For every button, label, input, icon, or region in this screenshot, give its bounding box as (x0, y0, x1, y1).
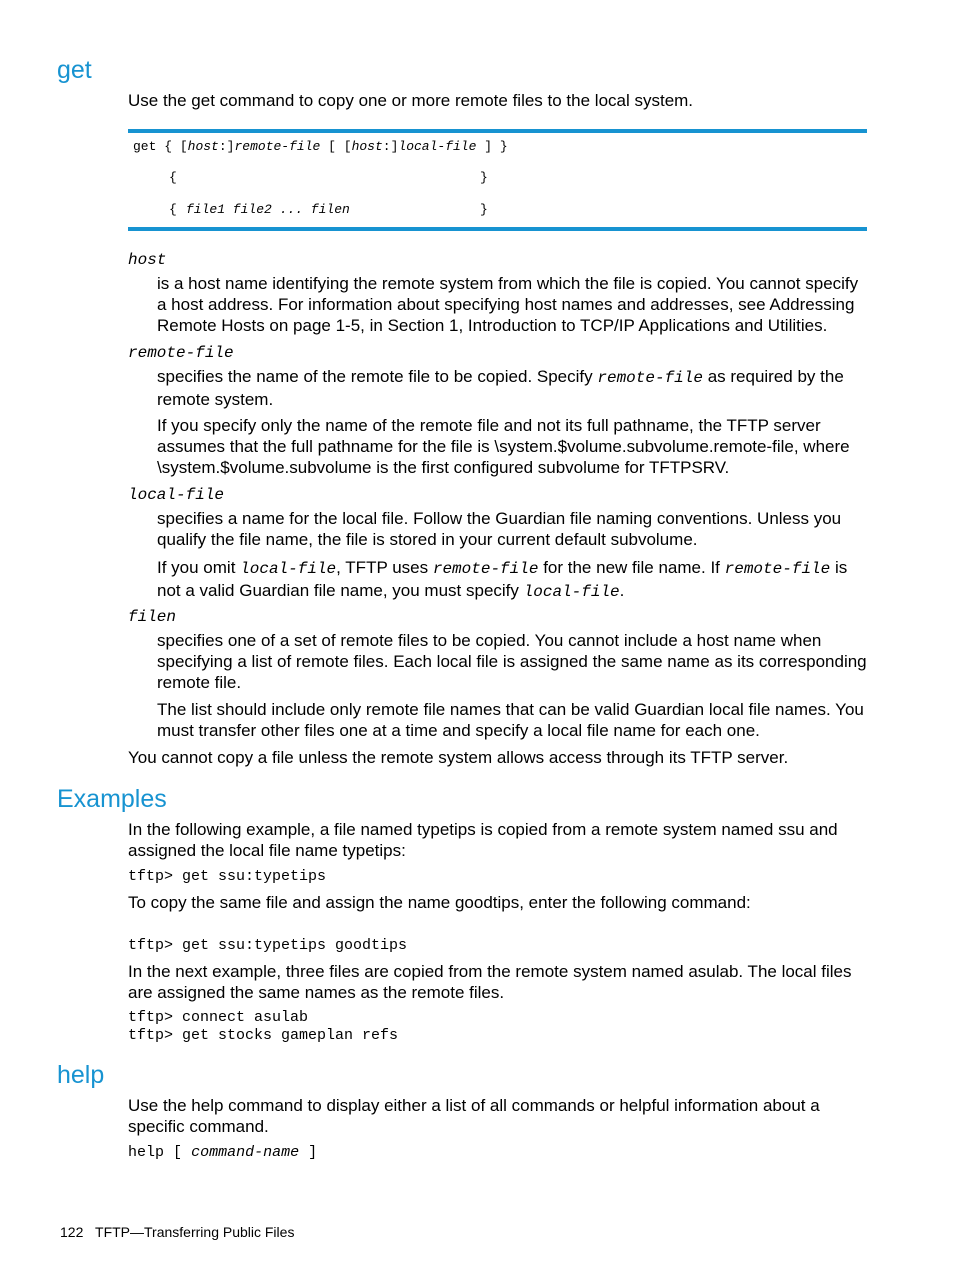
param-desc-remote-file-2: If you specify only the name of the remote file and not its full pathname, the TFTP server assumes that the full pathname for the file is \system.$volume.subvolume.remote-file, where \system.$volume.subvolume is the first configured subvolume for TFTPSRV. (157, 416, 850, 477)
inline-code: remote-file (724, 560, 831, 578)
param-desc-host: is a host name identifying the remote system from which the file is copied. You cannot specify a host address. For information about specifying host names and addresses, see Addressing Remote Hosts on page 1-5, in Section 1, Introduction to TCP/IP Applications and Utilities. (157, 274, 859, 335)
syntax-bracket: [ (179, 139, 188, 154)
inline-code: local-file (240, 560, 337, 578)
example-command-3b: tftp> get stocks gameplan refs (128, 1027, 399, 1044)
syntax-top-rule (128, 129, 867, 133)
param-desc-local-file-2: If you omit local-file, TFTP uses remote-file for the new file name. If remote-file is not a valid Guardian file name, you must specify local-file. (157, 558, 848, 601)
syntax-bracket: [ (328, 139, 336, 154)
syntax-file-list: file1 file2 ... filen (186, 202, 350, 217)
syntax-brace: { (164, 139, 173, 154)
param-term-filen: filen (128, 608, 177, 626)
section-heading-help: help (57, 1061, 105, 1089)
syntax-host: host (187, 139, 219, 154)
inline-code: remote-file (597, 369, 703, 387)
param-desc-filen-2: The list should include only remote file names that can be valid Guardian local file names. You must transfer other files one at a time and specify a local file name for each one. (157, 700, 864, 740)
syntax-bracket: ] (484, 139, 493, 154)
syntax-line-2-open: { (169, 170, 177, 185)
examples-para-3: In the next example, three files are copied from the remote system named asulab. The local files are assigned the same names as the remote files. (128, 962, 852, 1002)
get-note: You cannot copy a file unless the remote system allows access through its TFTP server. (128, 748, 789, 767)
param-desc-filen: specifies one of a set of remote files to be copied. You cannot include a host name when specifying a list of remote files. Each local file is assigned the same name as its corresponding remote file. (157, 631, 867, 692)
syntax-colon: :] (218, 139, 235, 154)
syntax-line-3-close: } (480, 202, 488, 217)
syntax-remote-file: remote-file (234, 139, 321, 154)
help-syntax: help [ command-name ] (128, 1144, 318, 1161)
example-command-3a: tftp> connect asulab (128, 1009, 309, 1026)
page-number: 122 (60, 1224, 84, 1240)
syntax-colon: :] (382, 139, 399, 154)
syntax-brace: } (499, 139, 508, 154)
param-term-host: host (128, 251, 167, 269)
syntax-line-1 (133, 139, 508, 155)
get-intro: Use the get command to copy one or more remote files to the local system. (128, 91, 694, 110)
examples-para-1: In the following example, a file named typetips is copied from a remote system named ssu and assigned the local file name typetips: (128, 820, 838, 860)
syntax-line-2-close: } (480, 170, 488, 185)
section-heading-get: get (57, 56, 92, 84)
param-desc-local-file: specifies a name for the local file. Follow the Guardian file naming conventions. Unless you qualify the file name, the file is stored in your current default subvolume. (157, 509, 842, 549)
footer-title: TFTP—Transferring Public Files (95, 1224, 295, 1240)
examples-para-2: To copy the same file and assign the name goodtips, enter the following command: (128, 893, 751, 912)
syntax-line-3-open: { (169, 202, 177, 217)
section-heading-examples: Examples (57, 785, 167, 813)
inline-code: local-file (523, 583, 620, 601)
help-para: Use the help command to display either a list of all commands or helpful information about a specific command. (128, 1096, 820, 1136)
syntax-bottom-rule (128, 227, 867, 231)
example-command-1: tftp> get ssu:typetips (128, 868, 327, 885)
syntax-bracket: [ (343, 139, 352, 154)
param-desc-remote-file: specifies the name of the remote file to be copied. Specify remote-file as required by the remote system. (157, 367, 844, 409)
inline-code: remote-file (432, 560, 539, 578)
syntax-host: host (351, 139, 383, 154)
syntax-local-file: local-file (398, 139, 477, 154)
syntax-keyword: get (133, 139, 157, 154)
param-term-local-file: local-file (128, 486, 225, 504)
example-command-2: tftp> get ssu:typetips goodtips (128, 937, 408, 954)
param-term-remote-file: remote-file (128, 344, 234, 362)
page-footer (60, 1223, 294, 1241)
